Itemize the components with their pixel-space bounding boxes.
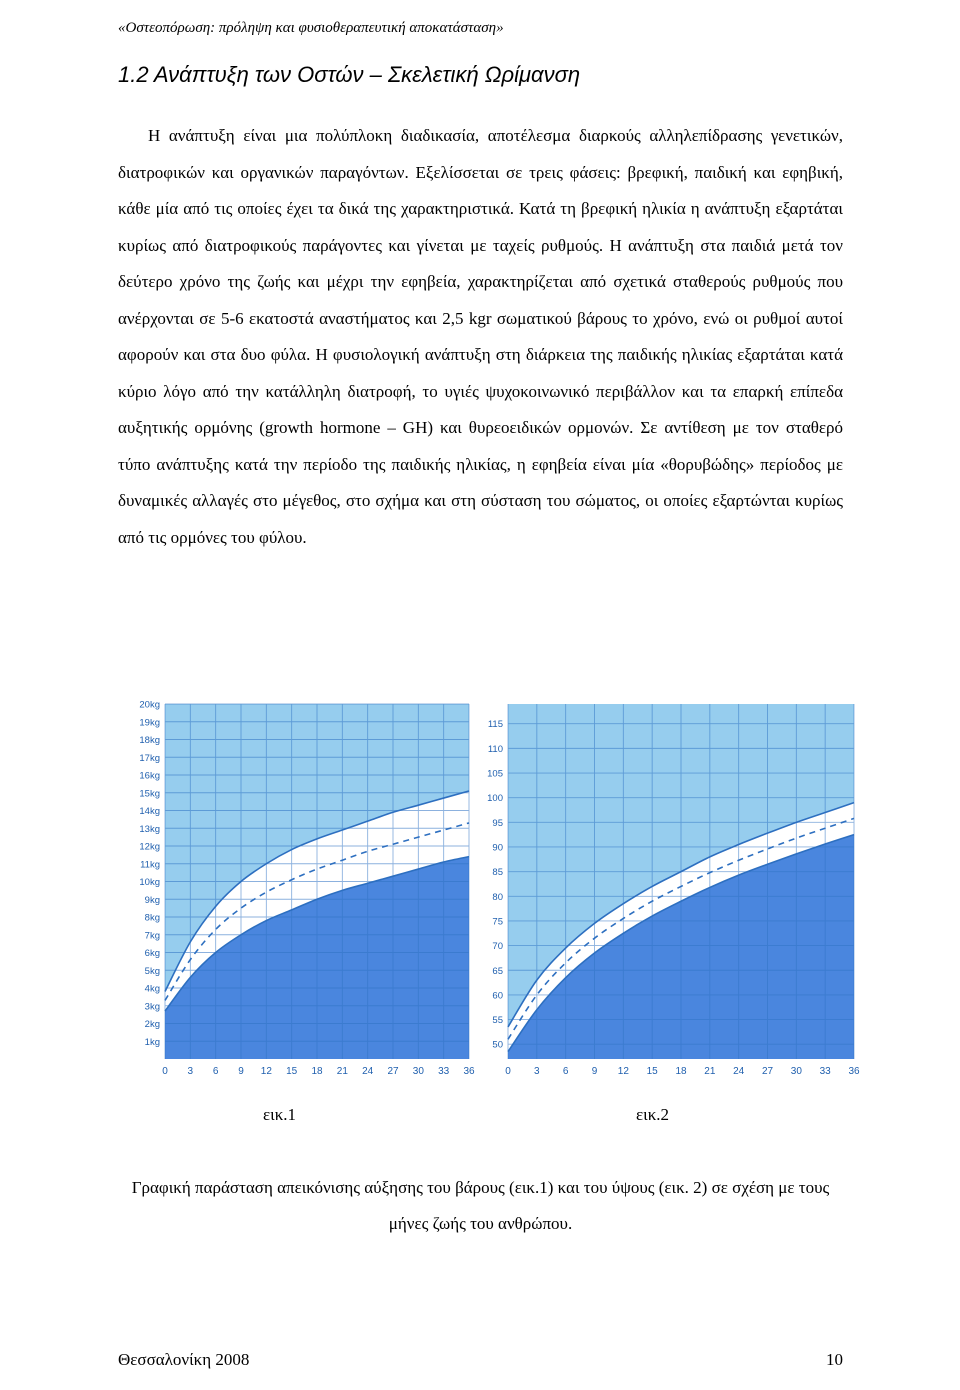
figure-caption: Γραφική παράσταση απεικόνισης αύξησης του βάρους (εικ.1) και του ύψους (εικ. 2) σε σχέση με τους μήνες ζωής του ανθρώπου.: [131, 1178, 830, 1233]
chart-2-x-tick-label: 21: [704, 1066, 716, 1077]
chart-1-y-tick-label: 6kg: [144, 948, 160, 959]
chart-1-y-tick-label: 11kg: [140, 859, 160, 871]
chart-1-y-tick-label: 3kg: [144, 1001, 160, 1013]
chart-2-y-tick-label: 105: [487, 768, 503, 780]
chart-1-y-tick-label: 18kg: [139, 735, 160, 746]
chart-2-y-tick-label: 75: [492, 916, 503, 928]
chart-1-y-tick-label: 8kg: [144, 912, 160, 924]
chart-2-x-tick-label: 27: [761, 1066, 774, 1077]
chart-1-y-tick-label: 13kg: [139, 823, 160, 835]
figure-label-2: εικ.2: [636, 1105, 670, 1124]
chart-1-y-tick-label: 16kg: [139, 770, 160, 782]
chart-1-y-tick-label: 14kg: [139, 806, 160, 817]
chart-1-y-tick-label: 5kg: [144, 965, 160, 977]
chart-1-y-tick-label: 20kg: [139, 699, 160, 711]
chart-1-y-tick-label: 19kg: [139, 717, 160, 729]
chart-1-y-tick-label: 15kg: [139, 788, 160, 800]
chart-1-y-tick-label: 10kg: [139, 877, 160, 888]
chart-2-x-tick-label: 24: [733, 1066, 745, 1077]
chart-1-y-tick-label: 4kg: [144, 983, 160, 995]
chart-1-x-tick-label: 21: [336, 1066, 348, 1077]
weight-chart: [131, 695, 473, 1085]
chart-1-x-tick-label: 3: [187, 1066, 194, 1077]
chart-1-x-tick-label: 33: [438, 1066, 450, 1077]
chart-1-x-tick-label: 12: [260, 1066, 272, 1077]
chart-2-x-tick-label: 9: [591, 1066, 598, 1077]
chart-1-x-tick-label: 9: [238, 1066, 244, 1077]
figure-label-1: εικ.1: [263, 1105, 297, 1124]
chart-1-x-tick-label: 30: [412, 1066, 424, 1077]
chart-1-x-tick-label: 0: [162, 1066, 168, 1077]
chart-1-grid: [165, 704, 469, 1059]
chart-1-x-tick-label: 18: [311, 1066, 323, 1077]
body-paragraph: Η ανάπτυξη είναι μια πολύπλοκη διαδικασία, αποτέλεσμα διαρκούς αλληλεπίδρασης γενετικών, διατροφικών και οργανικών παραγόντων. Εξελίσσεται σε τρεις φάσεις: βρεφική, παιδική και εφηβική, κάθε μία από τις οποίες έχει τα δικά της χαρακτηριστικά. Κατά τη βρεφική ηλικία η ανάπτυξη εξαρτάται κυρίως από διατροφικούς παράγοντες και γίνεται με ταχείς ρυθμούς. Η ανάπτυξη στα παιδιά μετά τον δεύτερο χρόνο της ζωής και μέχρι την εφηβεία, χαρακτηρίζεται από σχετικά σταθερούς ρυθμούς που ανέρχονται σε 5-6 εκατοστά αναστήματος και 2,5 kgr σωματικού βάρους το χρόνο, ενώ οι ρυθμοί αυτοί αφορούν και στα δυο φύλα. Η φυσιολογική ανάπτυξη στη διάρκεια της παιδικής ηλικίας εξαρτάται κατά κύριο λόγο από την κατάλληλη διατροφή, το υγιές ψυχοκοινωνικό περιβάλλον και τα επαρκή επίπεδα αυξητικής ορμόνης (growth hormone – GH) και θυρεοειδικών ορμονών. Σε αντίθεση με τον σταθερό τύπο ανάπτυξης κατά την περίοδο της παιδικής ηλικίας, η εφηβεία είναι μία «θορυβώδης» περίοδος με δυναμικές αλλαγές στο μέγεθος, στο σχήμα και στη σύσταση του σώματος, οι οποίες εξαρτώνται κυρίως από τις ορμόνες του φύλου.: [118, 126, 843, 547]
chart-2-y-tick-label: 95: [492, 817, 503, 829]
chart-1-y-tick-label: 12kg: [139, 841, 160, 853]
chart-2-x-tick-label: 15: [646, 1066, 658, 1077]
chart-1-x-tick-label: 24: [362, 1066, 374, 1077]
height-chart-svg: [478, 695, 858, 1080]
chart-2-x-tick-label: 0: [505, 1066, 511, 1077]
chart-1-x-tick-label: 27: [387, 1066, 399, 1077]
section-title: 1.2 Ανάπτυξη των Οστών – Σκελετική Ωρίμανση: [118, 62, 581, 87]
height-chart: [478, 695, 858, 1085]
chart-2-x-tick-label: 30: [790, 1066, 802, 1077]
footer-place-year: Θεσσαλονίκη 2008: [118, 1350, 250, 1369]
chart-2-y-tick-label: 90: [492, 842, 503, 854]
chart-1-y-tick-label: 17kg: [139, 752, 160, 764]
chart-2-y-tick-label: 65: [492, 965, 503, 977]
chart-2-y-tick-label: 85: [492, 867, 503, 879]
chart-2-y-tick-label: 110: [487, 743, 503, 755]
chart-2-x-tick-label: 12: [617, 1066, 629, 1077]
chart-2-y-tick-label: 100: [487, 793, 503, 805]
chart-2-y-tick-label: 55: [492, 1015, 503, 1027]
chart-2-y-tick-label: 70: [492, 941, 503, 953]
chart-2-x-tick-label: 36: [848, 1066, 860, 1077]
chart-2-x-tick-label: 6: [562, 1066, 569, 1077]
chart-2-y-tick-label: 60: [492, 990, 503, 1002]
running-header: «Οστεοπόρωση: πρόληψη και φυσιοθεραπευτική αποκατάσταση»: [118, 20, 504, 36]
chart-2-x-tick-label: 3: [534, 1066, 540, 1077]
chart-1-x-tick-label: 36: [463, 1066, 475, 1077]
page-number: 10: [826, 1350, 843, 1369]
chart-2-y-tick-label: 115: [487, 719, 503, 731]
chart-2-x-tick-label: 18: [675, 1066, 687, 1077]
chart-2-y-tick-label: 80: [492, 891, 503, 903]
chart-2-x-tick-label: 33: [819, 1066, 831, 1077]
chart-1-x-tick-label: 6: [212, 1066, 219, 1077]
chart-1-y-tick-label: 7kg: [144, 930, 160, 942]
chart-2-y-tick-label: 50: [492, 1039, 503, 1051]
weight-chart-svg: [131, 695, 473, 1080]
chart-1-y-tick-label: 1kg: [144, 1036, 160, 1048]
chart-1-y-tick-label: 2kg: [144, 1019, 160, 1030]
chart-1-y-tick-label: 9kg: [144, 894, 160, 906]
chart-1-x-tick-label: 15: [286, 1066, 298, 1077]
